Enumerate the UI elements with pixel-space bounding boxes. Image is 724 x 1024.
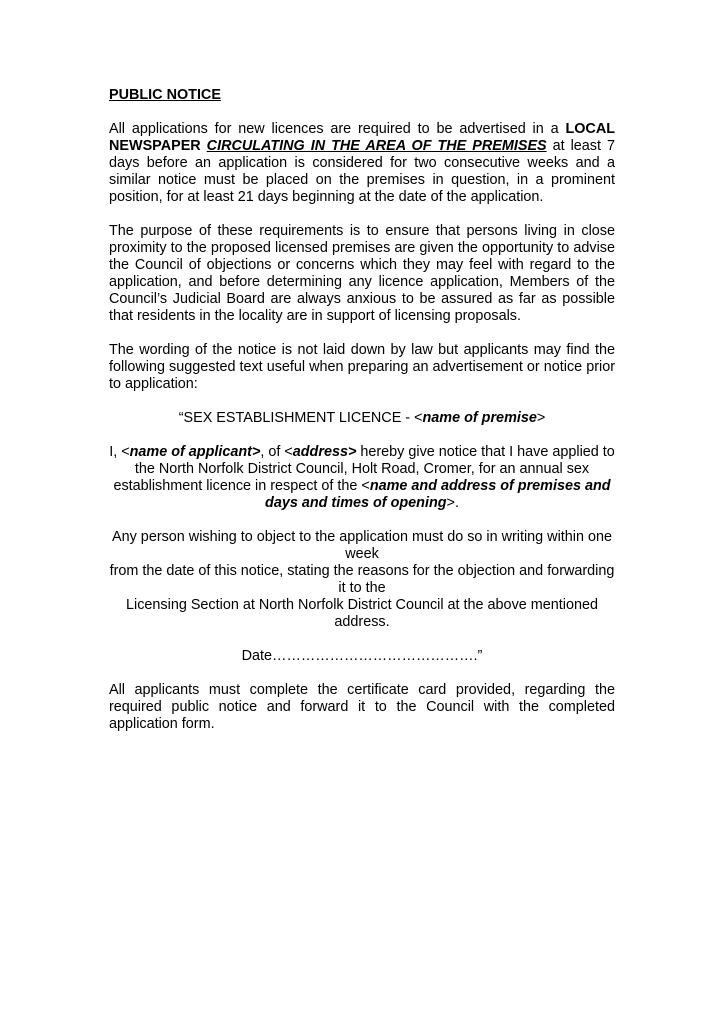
objection-line-3: Licensing Section at North Norfolk District Council at the above mentioned address. <box>126 597 598 630</box>
notice-applicant-paragraph <box>109 444 615 512</box>
premises-placeholder: name and address of premises and days and times of opening <box>265 478 611 511</box>
local-newspaper-emphasis: LOCAL NEWSPAPER <box>109 121 615 154</box>
notice-text-4: >. <box>446 495 459 511</box>
notice-objection-paragraph <box>109 529 615 631</box>
purpose-paragraph: The purpose of these requirements is to ensure that persons living in close proximity to the proposed licensed premises are given the opportunity to advise the Council of objections or concerns which they may feel with regard to the application, and before determining any licence application, Members of the Council’s Judicial Board are always anxious to be assured as far as possible that residents in the locality are in support of licensing proposals. <box>109 223 615 324</box>
document-page <box>109 87 615 750</box>
notice-title-prefix: “SEX ESTABLISHMENT LICENCE - < <box>178 410 423 426</box>
wording-paragraph: The wording of the notice is not laid down by law but applicants may find the following suggested text useful when preparing an advertisement or notice prior to application: <box>109 342 615 392</box>
objection-line-2: from the date of this notice, stating the reasons for the objection and forwarding it to the <box>109 563 615 596</box>
notice-text-2: , of < <box>260 444 293 460</box>
para1-text-start: All applications for new licences are required to be advertised in a <box>109 121 566 137</box>
applicant-placeholder: name of applicant> <box>129 444 261 460</box>
notice-date-line: Date…………………………………….” <box>241 648 483 664</box>
notice-text-3: hereby give notice that I have applied to the North Norfolk District Council, Holt Road, Cromer, for an annual sex establishment licence in respect of the < <box>113 444 615 494</box>
notice-text-1: I, < <box>109 444 130 460</box>
para1-text-end: at least 7 days before an application is considered for two consecutive weeks and a similar notice must be placed on the premises in question, in a prominent position, for at least 21 days beginning at the date of the application. <box>109 138 615 205</box>
advertising-requirements-paragraph <box>109 121 615 206</box>
circulating-area-emphasis: CIRCULATING IN THE AREA OF THE PREMISES <box>206 138 547 154</box>
address-placeholder: address> <box>292 444 357 460</box>
notice-title <box>109 410 615 427</box>
objection-line-1: Any person wishing to object to the application must do so in writing within one week <box>112 529 612 562</box>
page-title: PUBLIC NOTICE <box>109 87 221 103</box>
notice-title-placeholder: name of premise <box>422 410 537 426</box>
notice-title-suffix: > <box>536 410 546 426</box>
certificate-paragraph: All applicants must complete the certificate card provided, regarding the required public notice and forward it to the Council with the completed application form. <box>109 682 615 732</box>
